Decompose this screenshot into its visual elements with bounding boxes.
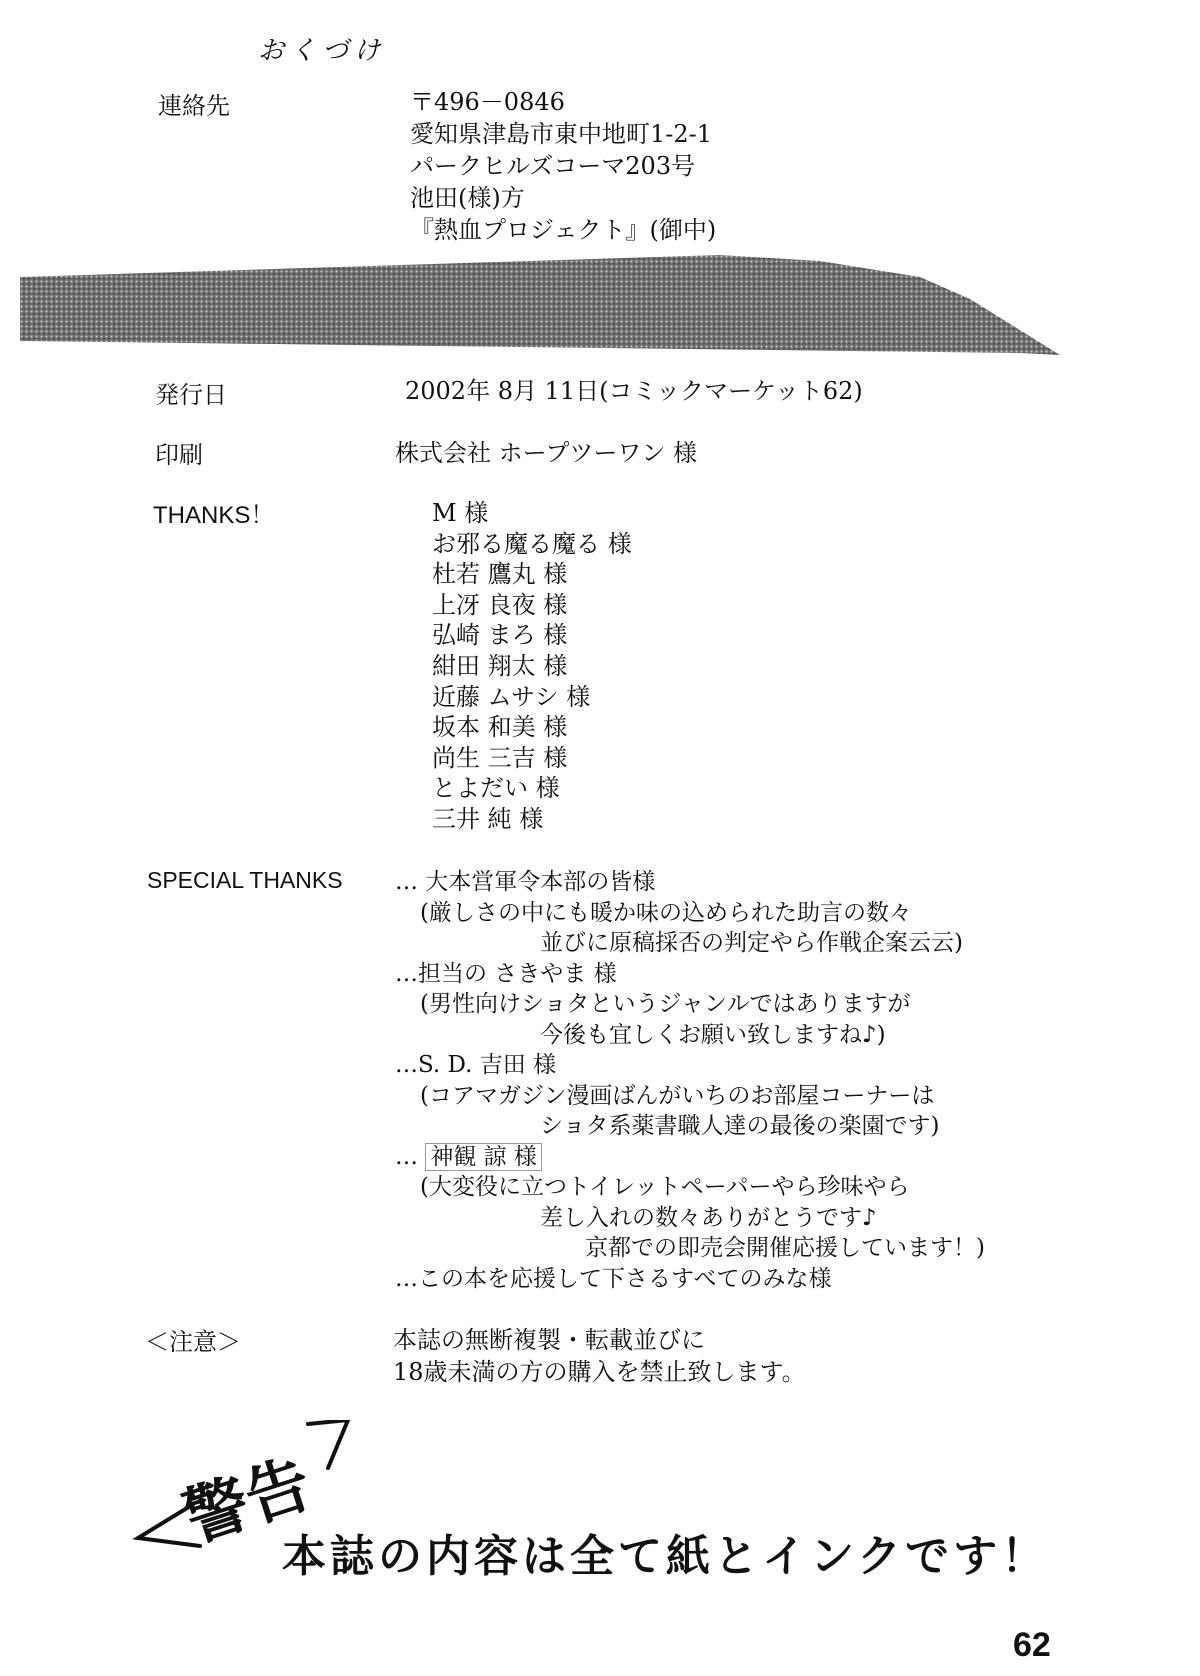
postal-code: 〒496－0846: [410, 88, 565, 116]
list-item: M 様: [432, 499, 489, 527]
address-line: パークヒルズコーマ203号: [410, 152, 696, 180]
list-item: 弘崎 まろ 様: [432, 621, 568, 650]
halftone-band: [20, 255, 1060, 361]
address-line: 池田(様)方: [410, 184, 525, 212]
special-thanks-label: SPECIAL THANKS: [147, 867, 343, 893]
notice-text: [393, 1324, 806, 1388]
list-item: 今後も宜しくお願い致しますね♪): [540, 1021, 886, 1048]
printer-name: 株式会社 ホープツーワン 様: [395, 439, 698, 467]
list-item: 京都での即売会開催応援しています！): [585, 1235, 985, 1261]
thanks-list: [432, 498, 632, 835]
warning-title: 警告: [175, 1446, 321, 1557]
contact-label: 連絡先: [158, 92, 230, 120]
list-item: (厳しさの中にも暖か味の込められた助言の数々: [420, 899, 912, 926]
list-item: …S. D. 吉田 様: [395, 1052, 557, 1078]
list-item: 近藤 ムサシ 様: [432, 682, 591, 711]
list-item: 杜若 鷹丸 様: [432, 560, 568, 589]
list-item: ショタ系薬書職人達の最後の楽園です): [540, 1113, 940, 1139]
list-item: …この本を応援して下さるすべてのみな様: [395, 1265, 832, 1292]
list-item: お邪る魔る魔る 様: [432, 529, 632, 558]
print-label: 印刷: [155, 441, 203, 469]
publish-date: 2002年 8月 11日(コミックマーケット62): [405, 377, 863, 405]
list-item: 坂本 和美 様: [432, 713, 568, 742]
list-item: 上冴 良夜 様: [432, 590, 568, 619]
address-line: 『熱血プロジェクト』(御中): [410, 216, 717, 244]
list-item: [395, 1142, 1055, 1173]
list-item: (大変役に立つトイレットペーパーやら珍味やら: [420, 1174, 910, 1200]
special-thanks-list: [395, 867, 1055, 1294]
list-item: 尚生 三吉 様: [432, 743, 568, 772]
list-item: 三井 純 様: [432, 804, 544, 833]
colophon-title: おくづけ: [258, 36, 387, 66]
list-item: とよだい 様: [432, 774, 560, 803]
list-item: (コアマガジン漫画ばんがいちのお部屋コーナーは: [420, 1082, 935, 1109]
warning-text: 本誌の内容は全て紙とインクです！: [282, 1531, 1050, 1582]
notice-line: 本誌の無断複製・転載並びに: [393, 1326, 705, 1354]
publish-label: 発行日: [155, 381, 227, 409]
list-item: … 大本営軍令本部の皆様: [395, 869, 656, 895]
address-line: 愛知県津島市東中地町1-2-1: [410, 120, 713, 148]
contact-address: [410, 86, 716, 246]
list-item: 並びに原稿採否の判定やら作戦企案云云): [540, 930, 963, 956]
list-item: 紺田 翔太 様: [432, 651, 568, 680]
list-item: (男性向けショタというジャンルではありますが: [420, 991, 911, 1017]
notice-label: ＜注意＞: [145, 1328, 241, 1356]
page-number: 62: [1013, 1626, 1051, 1664]
thanks-label: THANKS！: [153, 502, 275, 529]
ellipsis: …: [395, 1143, 418, 1170]
boxed-name: 神観 諒 様: [425, 1143, 542, 1171]
list-item: 差し入れの数々ありがとうです♪: [540, 1204, 877, 1231]
list-item: …担当の さきやま 様: [395, 960, 617, 987]
notice-line: 18歳未満の方の購入を禁止致します。: [393, 1358, 806, 1386]
